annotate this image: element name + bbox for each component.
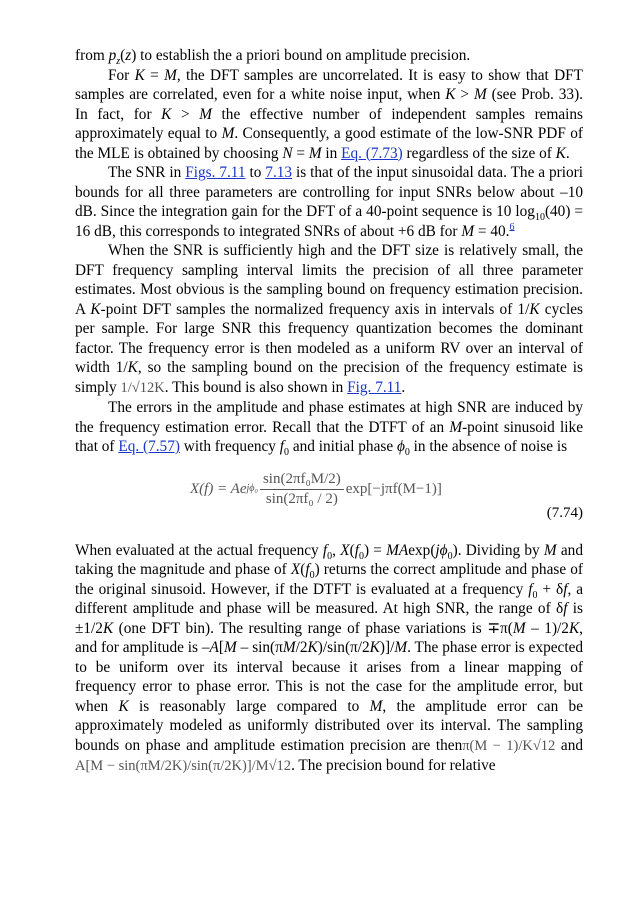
link-7-13[interactable]: 7.13	[265, 164, 293, 181]
equation-denominator: sin(2πf₀ / 2)	[265, 490, 338, 507]
footnote-6-link[interactable]: 6	[509, 221, 515, 233]
paragraph-3: The SNR in Figs. 7.11 to 7.13 is that of the input sinusoidal data. The a priori bounds for all three parameters are controlling for input SNRs below about –10 dB. Since the integration gain for the DFT of a 40-point sequence is 10 $\log_{10}(40) = 16$ dB, this corresponds to integrated SNRs of about +6 dB for M = 40.$^6$	[75, 164, 584, 240]
paragraph-1: from $p_z(z)$ to establish the a priori bound on amplitude precision.	[75, 47, 471, 68]
paragraph-6: When evaluated at the actual frequency $f_0$, $X(f_0) = MAexp(j\phi_0)$. Dividing by M and taking the magnitude and phase of $X(f_0)$ returns the correct amplitude and phase of the original sinusoid. However, if the DTFT is evaluated at a frequency $f_0 + \delta f$, a different amplitude and phase will be measured. At high SNR, the range of δf is ±1/2K (one DFT bin). The resulting range of phase variations is ∓π(M – 1)/2K, and for amplitude is –A[M – sin(πM/2K)/sin(π/2K)]/M. The phase error is expected to be uniform over its interval because it arises from a linear mapping of frequency error to phase error. This is not the case for the amplitude error, but when K is reasonably large compared to M, the amplitude error can be approximately modeled as uniformly distributed over its interval. The sampling bounds on phase and amplitude estimation precision are thenπ(M − 1)/K√12 and A[M − sin(πM/2K)/sin(π/2K)]/M√12. The precision bound for relative	[75, 541, 584, 774]
link-figs-7-11[interactable]: Figs. 7.11	[185, 164, 246, 181]
document-page	[75, 46, 583, 777]
link-eq-7-73[interactable]: Eq. (7.73)	[341, 144, 403, 162]
equation-body: X(f) = Ae jϕ₀ $\frac{\text{sin(2πf₀M/2)}}{\text{sin(2πf₀ / 2)}}$ exp[−jπf(M−1)]	[190, 470, 442, 507]
equation-7-74	[75, 463, 583, 525]
paragraph-2: For K = M, the DFT samples are uncorrelated. It is easy to show that DFT samples are correlated, even for a white noise input, when K > M (see Prob. 33). In fact, for K > M the effective number of independent samples remains approximately equal to M. Consequently, a good estimate of the low-SNR PDF of the MLE is obtained by choosing N = M in Eq. (7.73) regardless of the size of K.	[75, 66, 583, 162]
equation-number: (7.74)	[546, 504, 583, 521]
paragraph-5: The errors in the amplitude and phase estimates at high SNR are induced by the frequency estimation error. Recall that the DTFT of an M-point sinusoid like that of Eq. (7.57) with frequency $f_0$ and initial phase $\phi_0$ in the absence of noise is	[75, 399, 583, 459]
equation-fraction	[260, 471, 344, 508]
paragraph-4: When the SNR is sufficiently high and the DFT size is relatively small, the DFT frequency sampling interval limits the precision of all three parameter estimates. Most obvious is the sampling bound on frequency estimation precision. A K-point DFT samples the normalized frequency axis in intervals of 1/K cycles per sample. For large SNR this frequency quantization becomes the dominant factor. The frequency error is then modeled as a uniform RV over an interval of width 1/K, so the sampling bound on the precision of the frequency estimate is simply 1/√12K. This bound is also shown in Fig. 7.11.	[75, 242, 583, 396]
link-fig-7-11[interactable]: Fig. 7.11	[347, 378, 402, 396]
amplitude-bound-formula: A[M − sin(πM/2K)/sin(π/2K)]/M√12	[75, 758, 292, 774]
equation-numerator: sin(2πf₀M/2)	[260, 471, 344, 490]
phase-bound-formula: π(M − 1)/K√12	[462, 737, 556, 754]
sampling-bound-formula: 1/√12K	[120, 379, 165, 396]
link-eq-7-57[interactable]: Eq. (7.57)	[118, 438, 180, 455]
